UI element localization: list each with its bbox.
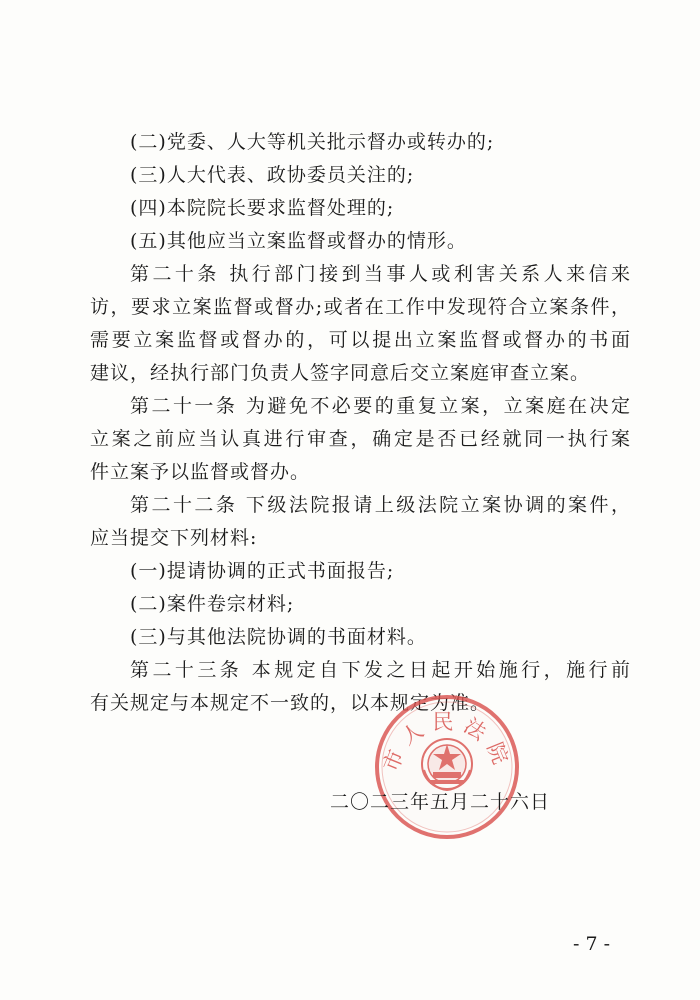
article-20-line-1: 第二十条 执行部门接到当事人或利害关系人来信来 [130, 263, 630, 285]
material-item-1: (一)提请协调的正式书面报告; [130, 560, 395, 582]
signing-date: 二〇二三年五月二十六日 [330, 791, 551, 813]
clause-item-2: (二)党委、人大等机关批示督办或转办的; [130, 131, 495, 153]
article-22-line-1: 第二十二条 下级法院报请上级法院立案协调的案件， [130, 494, 630, 516]
article-20-line-3: 需要立案监督或督办的，可以提出立案监督或督办的书面 [90, 329, 630, 351]
article-21-line-1: 第二十一条 为避免不必要的重复立案，立案庭在决定 [130, 395, 630, 417]
article-21-line-2: 立案之前应当认真进行审查，确定是否已经就同一执行案 [90, 428, 630, 450]
national-emblem-icon [422, 739, 472, 790]
court-seal [372, 692, 522, 842]
article-23-line-2: 有关规定与本规定不一致的，以本规定为准。 [90, 692, 491, 714]
clause-item-4: (四)本院院长要求监督处理的; [130, 197, 395, 219]
article-21-line-3: 件立案予以监督或督办。 [90, 461, 311, 483]
clause-item-5: (五)其他应当立案监督或督办的情形。 [130, 230, 467, 252]
article-20-line-4: 建议，经执行部门负责人签字同意后交立案庭审查立案。 [90, 362, 591, 384]
article-20-line-2: 访，要求立案监督或督办;或者在工作中发现符合立案条件， [90, 296, 630, 318]
material-item-3: (三)与其他法院协调的书面材料。 [130, 626, 427, 648]
article-23-line-1: 第二十三条 本规定自下发之日起开始施行，施行前 [130, 659, 630, 681]
article-22-line-2: 应当提交下列材料: [90, 527, 258, 549]
clause-item-3: (三)人大代表、政协委员关注的; [130, 164, 415, 186]
material-item-2: (二)案件卷宗材料; [130, 593, 295, 615]
seal-text: 市人民法院 [378, 710, 516, 775]
page-number: - 7 - [573, 933, 611, 955]
